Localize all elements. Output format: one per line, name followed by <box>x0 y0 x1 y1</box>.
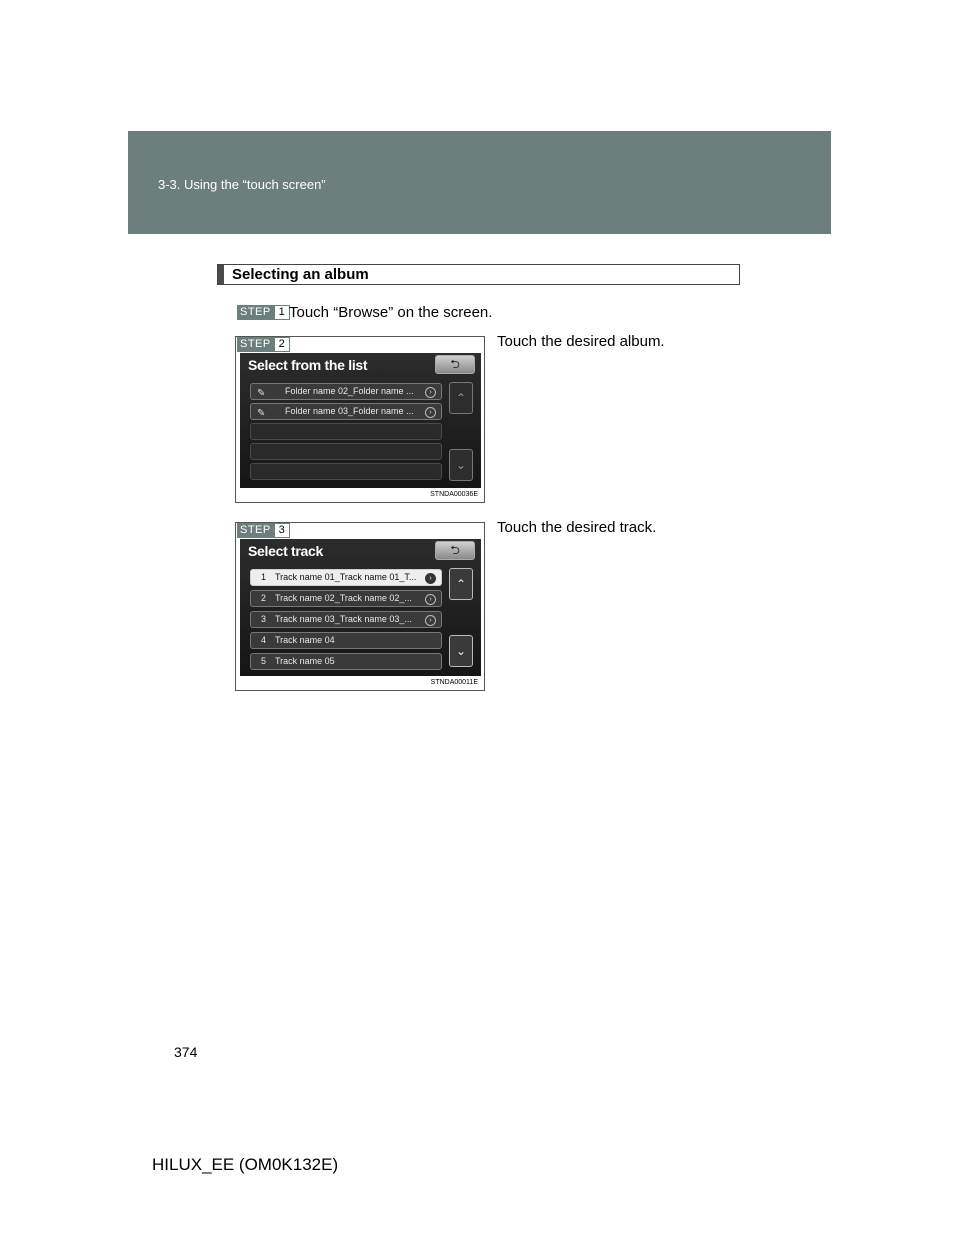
track-row[interactable]: 5 Track name 05 <box>250 653 442 670</box>
section-title: Selecting an album <box>232 266 369 283</box>
track-row[interactable]: 2 Track name 02_Track name 02_... › <box>250 590 442 607</box>
section-title-box <box>217 264 740 285</box>
header-band <box>128 131 831 234</box>
scroll-down-button[interactable] <box>449 635 473 667</box>
chevron-right-icon: › <box>425 615 436 626</box>
list-item[interactable]: ✎ Folder name 02_Folder name ... › <box>250 383 442 400</box>
track-row[interactable]: 3 Track name 03_Track name 03_... › <box>250 611 442 628</box>
double-chevron-down-icon: ⌄ <box>455 644 467 658</box>
double-chevron-up-icon: ⌃ <box>455 577 467 591</box>
track-row[interactable]: 1 Track name 01_Track name 01_T... › <box>250 569 442 586</box>
scroll-up-button[interactable] <box>449 382 473 414</box>
figure-code: STNDA00036E <box>430 491 478 498</box>
step-2-text: Touch the desired album. <box>497 333 665 350</box>
double-chevron-up-icon: ⌃ <box>455 391 467 405</box>
empty-row <box>250 443 442 460</box>
screen-title: Select track <box>248 543 324 559</box>
step-2-badge: STEP 2 <box>237 337 290 352</box>
figure-code: STNDA00011E <box>430 679 478 686</box>
manual-code-footer: HILUX_EE (OM0K132E) <box>152 1155 339 1174</box>
title-bar-accent <box>218 265 224 284</box>
step-1-badge: STEP 1 <box>237 305 290 320</box>
section-header: 3-3. Using the “touch screen” <box>158 177 326 192</box>
scroll-column <box>443 377 481 488</box>
return-arrow-icon: ⮌ <box>450 543 460 557</box>
step-3-text: Touch the desired track. <box>497 519 657 536</box>
figure-select-track <box>235 522 485 691</box>
folder-edit-icon: ✎ <box>257 388 266 399</box>
figure-select-list <box>235 336 485 503</box>
list-item[interactable]: ✎ Folder name 03_Folder name ... › <box>250 403 442 420</box>
empty-row <box>250 423 442 440</box>
chevron-right-icon: › <box>425 407 436 418</box>
chevron-right-icon: › <box>425 594 436 605</box>
double-chevron-down-icon: ⌄ <box>455 458 467 472</box>
track-row[interactable]: 4 Track name 04 <box>250 632 442 649</box>
return-arrow-icon: ⮌ <box>450 357 460 371</box>
screen-select-track <box>240 539 481 676</box>
chevron-right-icon: › <box>425 387 436 398</box>
screen-select-list <box>240 353 481 488</box>
scroll-down-button[interactable] <box>449 449 473 481</box>
step-3-badge: STEP 3 <box>237 523 290 538</box>
back-button[interactable] <box>435 541 475 560</box>
scroll-column <box>443 563 481 676</box>
back-button[interactable] <box>435 355 475 374</box>
page-number: 374 <box>174 1044 198 1060</box>
empty-row <box>250 463 442 480</box>
folder-edit-icon: ✎ <box>257 408 266 419</box>
scroll-up-button[interactable] <box>449 568 473 600</box>
step-1-text: Touch “Browse” on the screen. <box>289 304 493 321</box>
screen-title: Select from the list <box>248 357 368 373</box>
chevron-right-icon: › <box>425 573 436 584</box>
